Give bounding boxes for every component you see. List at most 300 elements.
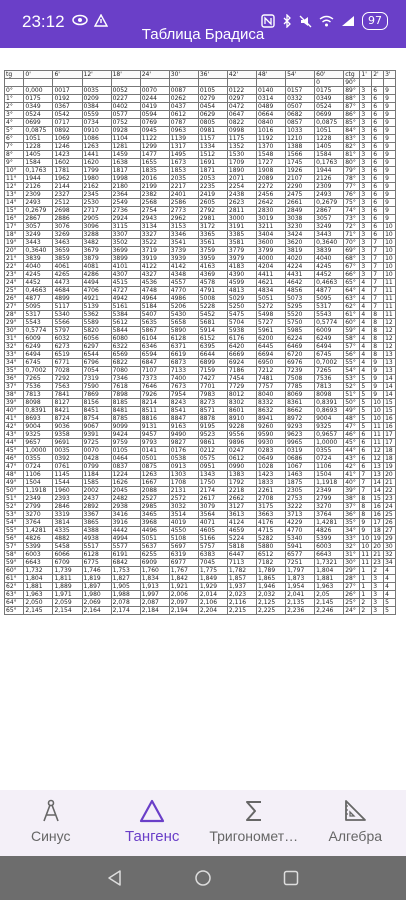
table-row: [5, 463, 396, 471]
table-row: [5, 295, 396, 303]
table-cell: 3659: [53, 247, 82, 255]
table-cell: 16: [384, 423, 396, 431]
table-cell: 2773: [169, 207, 198, 215]
table-cell: 0945: [140, 127, 169, 135]
table-cell: 8941: [257, 415, 286, 423]
table-cell: 2309: [315, 183, 344, 191]
table-cell: 27: [384, 527, 396, 535]
table-cell: 5295: [286, 303, 315, 311]
nav-label-tangent: Тангенс: [125, 828, 180, 845]
table-cell: 16: [384, 415, 396, 423]
table-cell: 4899: [53, 295, 82, 303]
table-cell: 2811: [227, 207, 256, 215]
table-cell: 4994: [111, 535, 140, 543]
table-row: [5, 479, 396, 487]
table-cell: 15°: [5, 207, 24, 215]
table-cell: 8302: [227, 399, 256, 407]
table-cell: 1691: [198, 159, 227, 167]
table-cell: 29°: [5, 319, 24, 327]
table-cell: 0,8391: [24, 407, 53, 415]
table-cell: 4: [384, 567, 396, 575]
table-cell: 2174: [198, 487, 227, 495]
table-cell: 5282: [257, 535, 286, 543]
table-cell: 15: [384, 407, 396, 415]
table-cell: 3814: [53, 519, 82, 527]
table-cell: 2867: [315, 207, 344, 215]
table-row: [5, 279, 396, 287]
table-row: [5, 103, 396, 111]
table-cell: 11: [372, 431, 384, 439]
table-cell: 5108: [169, 535, 198, 543]
table-cell: 6003: [24, 551, 53, 559]
table-cell: 8847: [169, 415, 198, 423]
table-cell: 9691: [53, 439, 82, 447]
table-cell: 3057: [24, 223, 53, 231]
table-cell: 60°: [5, 567, 24, 575]
table-cell: 4621: [257, 279, 286, 287]
table-row: [5, 583, 396, 591]
status-time: 23:12: [22, 12, 65, 31]
table-row: [5, 399, 396, 407]
table-cell: 1504: [315, 471, 344, 479]
table-cell: 2527: [140, 495, 169, 503]
table-cell: 0734: [82, 119, 111, 127]
table-cell: 47°: [344, 423, 360, 431]
table-cell: 32°: [344, 543, 360, 551]
table-cell: 2736: [111, 207, 140, 215]
table-cell: 1998: [111, 175, 140, 183]
table-cell: 39°: [344, 487, 360, 495]
table-cell: 6080: [111, 335, 140, 343]
table-cell: 23°: [5, 271, 24, 279]
table-cell: 0857: [286, 119, 315, 127]
table-cell: 3: [372, 607, 384, 615]
table-cell: 7926: [140, 391, 169, 399]
table-cell: 16°: [5, 215, 24, 223]
table-cell: 24°: [5, 279, 24, 287]
table-cell: 2605: [198, 199, 227, 207]
table-row: [5, 343, 396, 351]
table-cell: 2235: [198, 183, 227, 191]
table-cell: 51°: [5, 495, 24, 503]
table-cell: 7813: [24, 391, 53, 399]
table-cell: 5890: [169, 327, 198, 335]
table-cell: 1,929: [198, 583, 227, 591]
table-cell: 7113: [227, 559, 256, 567]
table-cell: 5985: [286, 327, 315, 335]
table-cell: 33°: [344, 535, 360, 543]
table-cell: 6445: [257, 343, 286, 351]
table-row: [5, 551, 396, 559]
table-cell: 7673: [169, 383, 198, 391]
table-cell: 9: [384, 215, 396, 223]
nav-item-sine[interactable]: [0, 790, 102, 856]
table-cell: 9490: [169, 431, 198, 439]
table-cell: 6720: [286, 351, 315, 359]
table-cell: 6447: [227, 551, 256, 559]
table-cell: 5317: [24, 311, 53, 319]
table-row: [5, 87, 396, 95]
table-cell: 2938: [111, 503, 140, 511]
table-cell: 3739: [169, 247, 198, 255]
table-cell: [140, 79, 169, 87]
table-cell: 4369: [198, 271, 227, 279]
table-cell: 5543: [24, 319, 53, 327]
table-cell: 4: [360, 367, 372, 375]
table-cell: 3: [360, 135, 372, 143]
table-cell: 6°: [5, 135, 24, 143]
table-cell: 16: [372, 511, 384, 519]
nav-item-tangent[interactable]: [102, 790, 204, 856]
table-cell: 8012: [227, 391, 256, 399]
table-cell: 2,106: [198, 599, 227, 607]
table-cell: 2943: [140, 215, 169, 223]
table-cell: 1,842: [169, 575, 198, 583]
table-cell: 4: [360, 335, 372, 343]
table-cell: 1033: [286, 127, 315, 135]
table-cell: 1890: [227, 167, 256, 175]
table-row: [5, 391, 396, 399]
table-cell: 3: [360, 223, 372, 231]
nav-item-trigonometry[interactable]: [203, 790, 305, 856]
table-cell: 5914: [198, 327, 227, 335]
table-cell: 23: [372, 559, 384, 567]
table-cell: 22°: [5, 263, 24, 271]
table-cell: 4599: [227, 279, 256, 287]
table-cell: 5566: [53, 319, 82, 327]
home-icon[interactable]: [194, 869, 212, 887]
table-cell: 3779: [227, 247, 256, 255]
table-cell: 10: [384, 231, 396, 239]
table-cell: 7239: [286, 367, 315, 375]
table-cell: 9: [384, 135, 396, 143]
table-cell: 75°: [344, 199, 360, 207]
table-cell: 5637: [140, 543, 169, 551]
table-cell: 7481: [257, 375, 286, 383]
table-cell: 9: [384, 183, 396, 191]
table-cell: 1,857: [227, 575, 256, 583]
table-cell: 8185: [111, 399, 140, 407]
table-cell: 2,023: [227, 591, 256, 599]
table-cell: 1184: [82, 471, 111, 479]
table-row: [5, 287, 396, 295]
table-cell: 1,739: [53, 567, 82, 575]
table-cell: 2905: [82, 215, 111, 223]
table-cell: 0349: [315, 95, 344, 103]
table-cell: 1,873: [286, 575, 315, 583]
table-cell: 9293: [286, 423, 315, 431]
table-body: [5, 87, 396, 615]
table-cell: 6: [360, 447, 372, 455]
table-cell: 7: [372, 263, 384, 271]
table-cell: 13: [372, 471, 384, 479]
table-cell: 15: [384, 399, 396, 407]
table-cell: 0501: [140, 455, 169, 463]
table-cell: 5073: [286, 295, 315, 303]
table-cell: 9: [384, 87, 396, 95]
table-cell: 8878: [198, 415, 227, 423]
table-cell: 7869: [82, 391, 111, 399]
table-cell: 1,980: [82, 591, 111, 599]
table-cell: 62°: [344, 303, 360, 311]
table-cell: 5517: [82, 543, 111, 551]
table-cell: 0175: [24, 95, 53, 103]
table-cell: 0805: [198, 119, 227, 127]
table-cell: 11: [384, 295, 396, 303]
table-row: [5, 247, 396, 255]
table-cell: 8481: [111, 407, 140, 415]
table-cell: 1,4281: [315, 519, 344, 527]
table-cell: 4659: [227, 527, 256, 535]
table-cell: 1,1918: [24, 487, 53, 495]
table-cell: 6: [372, 103, 384, 111]
table-cell: 9: [372, 367, 384, 375]
bradis-tangent-table: [4, 70, 396, 615]
table-cell: 9: [384, 191, 396, 199]
table-cell: 6273: [53, 343, 82, 351]
table-cell: 9623: [286, 431, 315, 439]
table-cell: 5228: [198, 303, 227, 311]
table-cell: 9: [384, 167, 396, 175]
table-cell: 6224: [286, 335, 315, 343]
table-cell: 2401: [169, 191, 198, 199]
eye-icon: [72, 14, 88, 26]
table-cell: 1,4281: [24, 527, 53, 535]
table-cell: 3: [360, 167, 372, 175]
table-cell: 2985: [140, 503, 169, 511]
table-cell: 1875: [286, 479, 315, 487]
table-cell: 12: [384, 335, 396, 343]
table-cell: 5589: [82, 319, 111, 327]
table-cell: 2': [372, 71, 384, 79]
table-cell: 0419: [140, 103, 169, 111]
table-cell: 46°: [5, 455, 24, 463]
table-cell: 9: [384, 207, 396, 215]
table-cell: 13: [384, 367, 396, 375]
table-cell: 1139: [169, 135, 198, 143]
table-cell: 1106: [315, 463, 344, 471]
nav-item-algebra[interactable]: [305, 790, 406, 856]
table-cell: 2530: [82, 199, 111, 207]
table-cell: 6: [372, 135, 384, 143]
table-cell: 3919: [140, 255, 169, 263]
table-cell: 25: [384, 511, 396, 519]
table-cell: 1,775: [198, 567, 227, 575]
table-cell: 1383: [227, 471, 256, 479]
table-cell: 2: [360, 607, 372, 615]
table-cell: 1,732: [24, 567, 53, 575]
table-cell: 4142: [169, 263, 198, 271]
table-cell: 1727: [257, 159, 286, 167]
table-cell: 0367: [53, 103, 82, 111]
table-cell: 0244: [140, 95, 169, 103]
table-cell: 2,014: [198, 591, 227, 599]
table-cell: 5577: [111, 543, 140, 551]
table-cell: 77°: [344, 183, 360, 191]
table-cell: 8: [372, 311, 384, 319]
table-cell: 1626: [111, 479, 140, 487]
table-cell: 2309: [24, 191, 53, 199]
table-cell: 7: [360, 479, 372, 487]
table-cell: 0,4663: [315, 279, 344, 287]
table-cell: 0489: [257, 103, 286, 111]
table-cell: 5475: [227, 311, 256, 319]
table-cell: 3079: [198, 503, 227, 511]
table-cell: 3959: [198, 255, 227, 263]
table-cell: 54°: [5, 519, 24, 527]
table-cell: 4229: [286, 519, 315, 527]
table-cell: 3443: [315, 231, 344, 239]
table-cell: 4224: [286, 263, 315, 271]
table-cell: 7427: [198, 375, 227, 383]
table-cell: 0538: [169, 455, 198, 463]
table-cell: 2016: [140, 175, 169, 183]
table-cell: 9930: [257, 439, 286, 447]
table-cell: 3502: [111, 239, 140, 247]
recents-icon[interactable]: [282, 869, 300, 887]
table-cell: 2892: [82, 503, 111, 511]
table-cell: 3153: [169, 223, 198, 231]
table-cell: 9556: [227, 431, 256, 439]
table-cell: 8361: [286, 399, 315, 407]
table-cell: 0990: [227, 463, 256, 471]
table-cell: 5941: [286, 543, 315, 551]
table-cell: 7: [372, 303, 384, 311]
table-cell: tg: [5, 71, 24, 79]
table-cell: 2981: [198, 215, 227, 223]
table-cell: 9: [384, 151, 396, 159]
table-cell: 4124: [227, 519, 256, 527]
table-cell: 4557: [169, 279, 198, 287]
table-cell: 5250: [227, 303, 256, 311]
table-cell: 5166: [198, 535, 227, 543]
table-row: [5, 239, 396, 247]
table-cell: 7: [372, 295, 384, 303]
table-cell: 1504: [24, 479, 53, 487]
table-cell: 6003: [315, 543, 344, 551]
table-cell: 5340: [286, 535, 315, 543]
table-cell: 1,819: [82, 575, 111, 583]
table-cell: 4921: [82, 295, 111, 303]
table-cell: 19: [372, 535, 384, 543]
table-cell: 6: [372, 127, 384, 135]
table-cell: 8451: [82, 407, 111, 415]
table-cell: 0035: [53, 447, 82, 455]
table-cell: 3: [360, 207, 372, 215]
table-cell: 2,154: [53, 607, 82, 615]
table-cell: 0105: [111, 447, 140, 455]
table-cell: 35°: [344, 519, 360, 527]
table-cell: 9965: [286, 439, 315, 447]
table-cell: 3: [360, 127, 372, 135]
table-cell: 2,041: [286, 591, 315, 599]
table-cell: 7729: [227, 383, 256, 391]
page-title: Таблица Брадиса: [141, 26, 265, 43]
table-cell: 8: [372, 335, 384, 343]
table-cell: 1299: [140, 143, 169, 151]
table-cell: 1602: [53, 159, 82, 167]
table-cell: 4176: [257, 519, 286, 527]
table-cell: 6: [360, 463, 372, 471]
table-cell: 8785: [111, 415, 140, 423]
table-cell: 9827: [169, 439, 198, 447]
table-row: [5, 471, 396, 479]
table-cell: 1655: [140, 159, 169, 167]
table-cell: 1016: [257, 127, 286, 135]
table-cell: 52°: [344, 383, 360, 391]
table-cell: 5: [360, 383, 372, 391]
table-cell: 1792: [227, 479, 256, 487]
table-cell: 7182: [257, 559, 286, 567]
table-cell: 2512: [53, 199, 82, 207]
table-cell: 3: [360, 103, 372, 111]
table-cell: 9: [384, 199, 396, 207]
table-row: [5, 431, 396, 439]
table-cell: 2867: [24, 215, 53, 223]
tangent-table-container[interactable]: [4, 70, 396, 788]
table-cell: 1944: [315, 167, 344, 175]
table-cell: 34°: [5, 359, 24, 367]
back-icon[interactable]: [106, 869, 124, 887]
table-cell: 5: [360, 391, 372, 399]
table-cell: 4684: [53, 287, 82, 295]
table-cell: 23: [384, 495, 396, 503]
table-cell: [169, 79, 198, 87]
table-row: [5, 375, 396, 383]
table-cell: 0087: [169, 87, 198, 95]
table-cell: 69°: [344, 247, 360, 255]
table-cell: 11: [372, 439, 384, 447]
table-cell: 12: [372, 447, 384, 455]
table-cell: 1,782: [227, 567, 256, 575]
table-cell: 0647: [227, 111, 256, 119]
table-cell: 5681: [198, 319, 227, 327]
table-cell: 6796: [82, 359, 111, 367]
table-cell: 9036: [53, 423, 82, 431]
table-cell: 0035: [82, 87, 111, 95]
table-cell: 3482: [82, 239, 111, 247]
table-cell: 1495: [169, 151, 198, 159]
table-row: [5, 111, 396, 119]
table-cell: 10: [372, 407, 384, 415]
table-cell: 2482: [111, 495, 140, 503]
table-cell: 3: [360, 111, 372, 119]
table-cell: 5961: [257, 327, 286, 335]
table-cell: 4834: [257, 287, 286, 295]
table-cell: 5: [360, 407, 372, 415]
table-cell: 3581: [227, 239, 256, 247]
table-cell: 7133: [169, 367, 198, 375]
table-cell: 3: [360, 239, 372, 247]
table-cell: 4642: [286, 279, 315, 287]
table-cell: 2,194: [169, 607, 198, 615]
table-cell: 56°: [344, 351, 360, 359]
table-cell: 3465: [140, 511, 169, 519]
table-cell: 3057: [315, 215, 344, 223]
table-cell: 9: [384, 159, 396, 167]
table-cell: 2962: [169, 215, 198, 223]
table-cell: 3679: [82, 247, 111, 255]
table-cell: 44°: [344, 447, 360, 455]
table-cell: 0837: [111, 463, 140, 471]
table-cell: 0686: [286, 455, 315, 463]
table-cell: [82, 79, 111, 87]
table-cell: 3620: [286, 239, 315, 247]
bottom-navigation: [0, 790, 406, 856]
table-cell: 3: [360, 215, 372, 223]
table-cell: 1459: [111, 151, 140, 159]
table-cell: 2,097: [169, 599, 198, 607]
